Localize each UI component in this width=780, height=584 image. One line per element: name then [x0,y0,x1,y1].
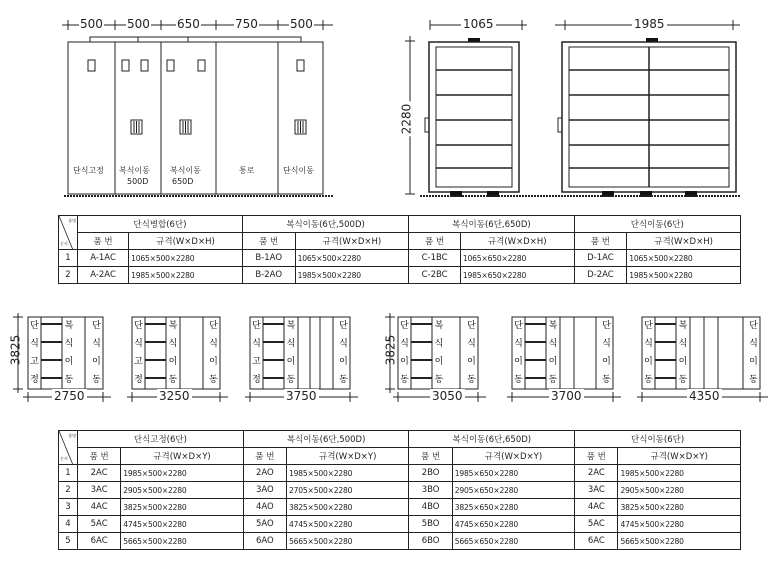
col-header: 품 번 [574,233,627,250]
plan-char: 동 [514,375,523,385]
col-header: 규격(W×D×Y) [618,448,741,465]
plan-char: 식 [678,339,688,349]
corner-cell: 품명 순서 [59,216,78,250]
col-header: 품 번 [78,233,129,250]
plan-char: 동 [678,375,688,385]
plan-char: 식 [602,339,611,349]
col-header: 품 번 [243,448,286,465]
plan-char: 단 [467,321,476,331]
plan-char: 식 [548,339,558,349]
plan-char: 동 [467,375,476,385]
plan-char: 동 [209,375,218,385]
plan-width-label: 3050 [432,389,463,403]
col-header: 규격(W×D×H) [627,233,741,250]
plan-char: 이 [749,357,758,367]
col-header: 규격(W×D×H) [129,233,243,250]
height-label: 2280 [399,103,414,135]
plan-char: 단 [749,321,758,331]
panel-label: 통로 [239,166,255,175]
panel-label: 단식고정 [73,166,104,175]
plan-width-label: 3250 [159,389,190,403]
plan-char: 식 [209,339,218,349]
table-row: 2 3AC 2905×500×2280 3AO 2705×500×2280 3BO 2905×650×2280 3AC 2905×500×2280 [59,482,741,499]
plan-char: 단 [209,321,218,331]
plan-char: 복 [548,321,558,331]
group-header: 단식이동(6단) [575,431,741,448]
plan-char: 이 [209,357,218,367]
col-header: 규격(W×D×Y) [287,448,409,465]
plan-char: 동 [602,375,611,385]
plan-char: 이 [548,357,558,367]
width-label: 500 [290,17,313,31]
spec-table-2 [58,430,741,550]
panel-label: 복식이동 [119,166,150,175]
group-header: 복식이동(6단,650D) [409,216,574,233]
plan-char: 동 [92,375,101,385]
panel-sublabel: 500D [127,177,149,186]
plan-char: 단 [92,321,101,331]
width-label: 750 [235,17,258,31]
panel-label: 복식이동 [170,166,201,175]
plan-width-label: 2750 [54,389,85,403]
plan-char: 이 [602,357,611,367]
plan-char: 동 [286,375,296,385]
group-header: 복식이동(6단,500D) [243,431,409,448]
plan-char: 동 [64,375,74,385]
plan-height-label: 3825 [8,334,23,366]
group-header: 단식이동(6단) [574,216,740,233]
plan-char: 복 [678,321,688,331]
panel-sublabel: 650D [172,177,194,186]
plan-char: 식 [252,339,261,349]
col-header: 품 번 [409,448,452,465]
col-header: 규격(W×D×Y) [452,448,574,465]
plan-char: 식 [467,339,476,349]
plan-char: 동 [339,375,348,385]
plan-char: 이 [644,357,653,367]
plan-char: 식 [434,339,444,349]
plan-char: 식 [92,339,101,349]
plan-char: 이 [678,357,688,367]
plan-char: 동 [548,375,558,385]
plan-char: 고 [30,357,39,367]
col-header: 품 번 [242,233,295,250]
plan-width-label: 3700 [551,389,582,403]
plan-height-label: 3825 [383,334,398,366]
plan-char: 단 [30,321,39,331]
width-label: 650 [177,17,200,31]
plan-char: 복 [64,321,74,331]
plan-char: 복 [434,321,444,331]
table-row: 1 2AC 1985×500×2280 2AO 1985×500×2280 2BO 1985×650×2280 2AC 1985×500×2280 [59,465,741,482]
plan-char: 단 [252,321,261,331]
plan-width-label: 3750 [286,389,317,403]
plan-char: 식 [64,339,74,349]
col-header: 품 번 [409,233,461,250]
plan-char: 식 [134,339,143,349]
plan-char: 식 [400,339,409,349]
front-elevation [0,0,780,210]
plan-char: 식 [168,339,178,349]
plan-char: 식 [30,339,39,349]
plan-char: 이 [514,357,523,367]
plan-char: 단 [602,321,611,331]
plan-char: 단 [134,321,143,331]
width-double-label: 1985 [634,17,665,31]
col-header: 규격(W×D×H) [460,233,574,250]
panel-label: 단식이동 [283,166,314,175]
plan-char: 복 [168,321,178,331]
plan-width-label: 4350 [689,389,720,403]
table-row: 5 6AC 5665×500×2280 6AO 5665×500×2280 6BO 5665×650×2280 6AC 5665×500×2280 [59,533,741,550]
plan-char: 고 [252,357,261,367]
plan-char: 이 [92,357,101,367]
group-header: 복식이동(6단,500D) [242,216,408,233]
plan-char: 이 [400,357,409,367]
plan-char: 이 [168,357,178,367]
plan-char: 단 [400,321,409,331]
plan-char: 동 [749,375,758,385]
plan-char: 고 [134,357,143,367]
width-single-label: 1065 [463,17,494,31]
plan-char: 단 [514,321,523,331]
plan-char: 식 [514,339,523,349]
plan-char: 이 [286,357,296,367]
plan-char: 이 [64,357,74,367]
table-row: 4 5AC 4745×500×2280 5AO 4745×500×2280 5BO 4745×650×2280 5AC 4745×500×2280 [59,516,741,533]
plan-char: 식 [286,339,296,349]
plan-char: 식 [339,339,348,349]
spec-table-1 [58,215,741,284]
plan-char: 정 [134,375,143,385]
plan-char: 이 [467,357,476,367]
plan-char: 식 [644,339,653,349]
table-row: 2 A-2AC 1985×500×2280 B-2AO 1985×500×2280 C-2BC 1985×650×2280 D-2AC 1985×500×2280 [59,267,741,284]
plan-char: 단 [644,321,653,331]
plan-char: 동 [168,375,178,385]
plan-char: 이 [339,357,348,367]
group-header: 복식이동(6단,650D) [409,431,575,448]
plan-char: 동 [400,375,409,385]
plan-char: 동 [434,375,444,385]
corner-cell: 품명 순서 [59,431,78,465]
plan-char: 이 [434,357,444,367]
width-label: 500 [80,17,103,31]
plan-char: 정 [30,375,39,385]
col-header: 규격(W×D×Y) [121,448,243,465]
width-label: 500 [127,17,150,31]
col-header: 품 번 [78,448,121,465]
plan-char: 단 [339,321,348,331]
group-header: 단식고정(6단) [78,431,244,448]
group-header: 단식병합(6단) [78,216,243,233]
plan-char: 복 [286,321,296,331]
col-header: 품 번 [575,448,618,465]
plan-char: 동 [644,375,653,385]
table-row: 3 4AC 3825×500×2280 4AO 3825×500×2280 4BO 3825×650×2280 4AC 3825×500×2280 [59,499,741,516]
table-row: 1 A-1AC 1065×500×2280 B-1AO 1065×500×2280 C-1BC 1065×650×2280 D-1AC 1065×500×2280 [59,250,741,267]
col-header: 규격(W×D×H) [295,233,409,250]
plan-char: 식 [749,339,758,349]
plan-char: 정 [252,375,261,385]
